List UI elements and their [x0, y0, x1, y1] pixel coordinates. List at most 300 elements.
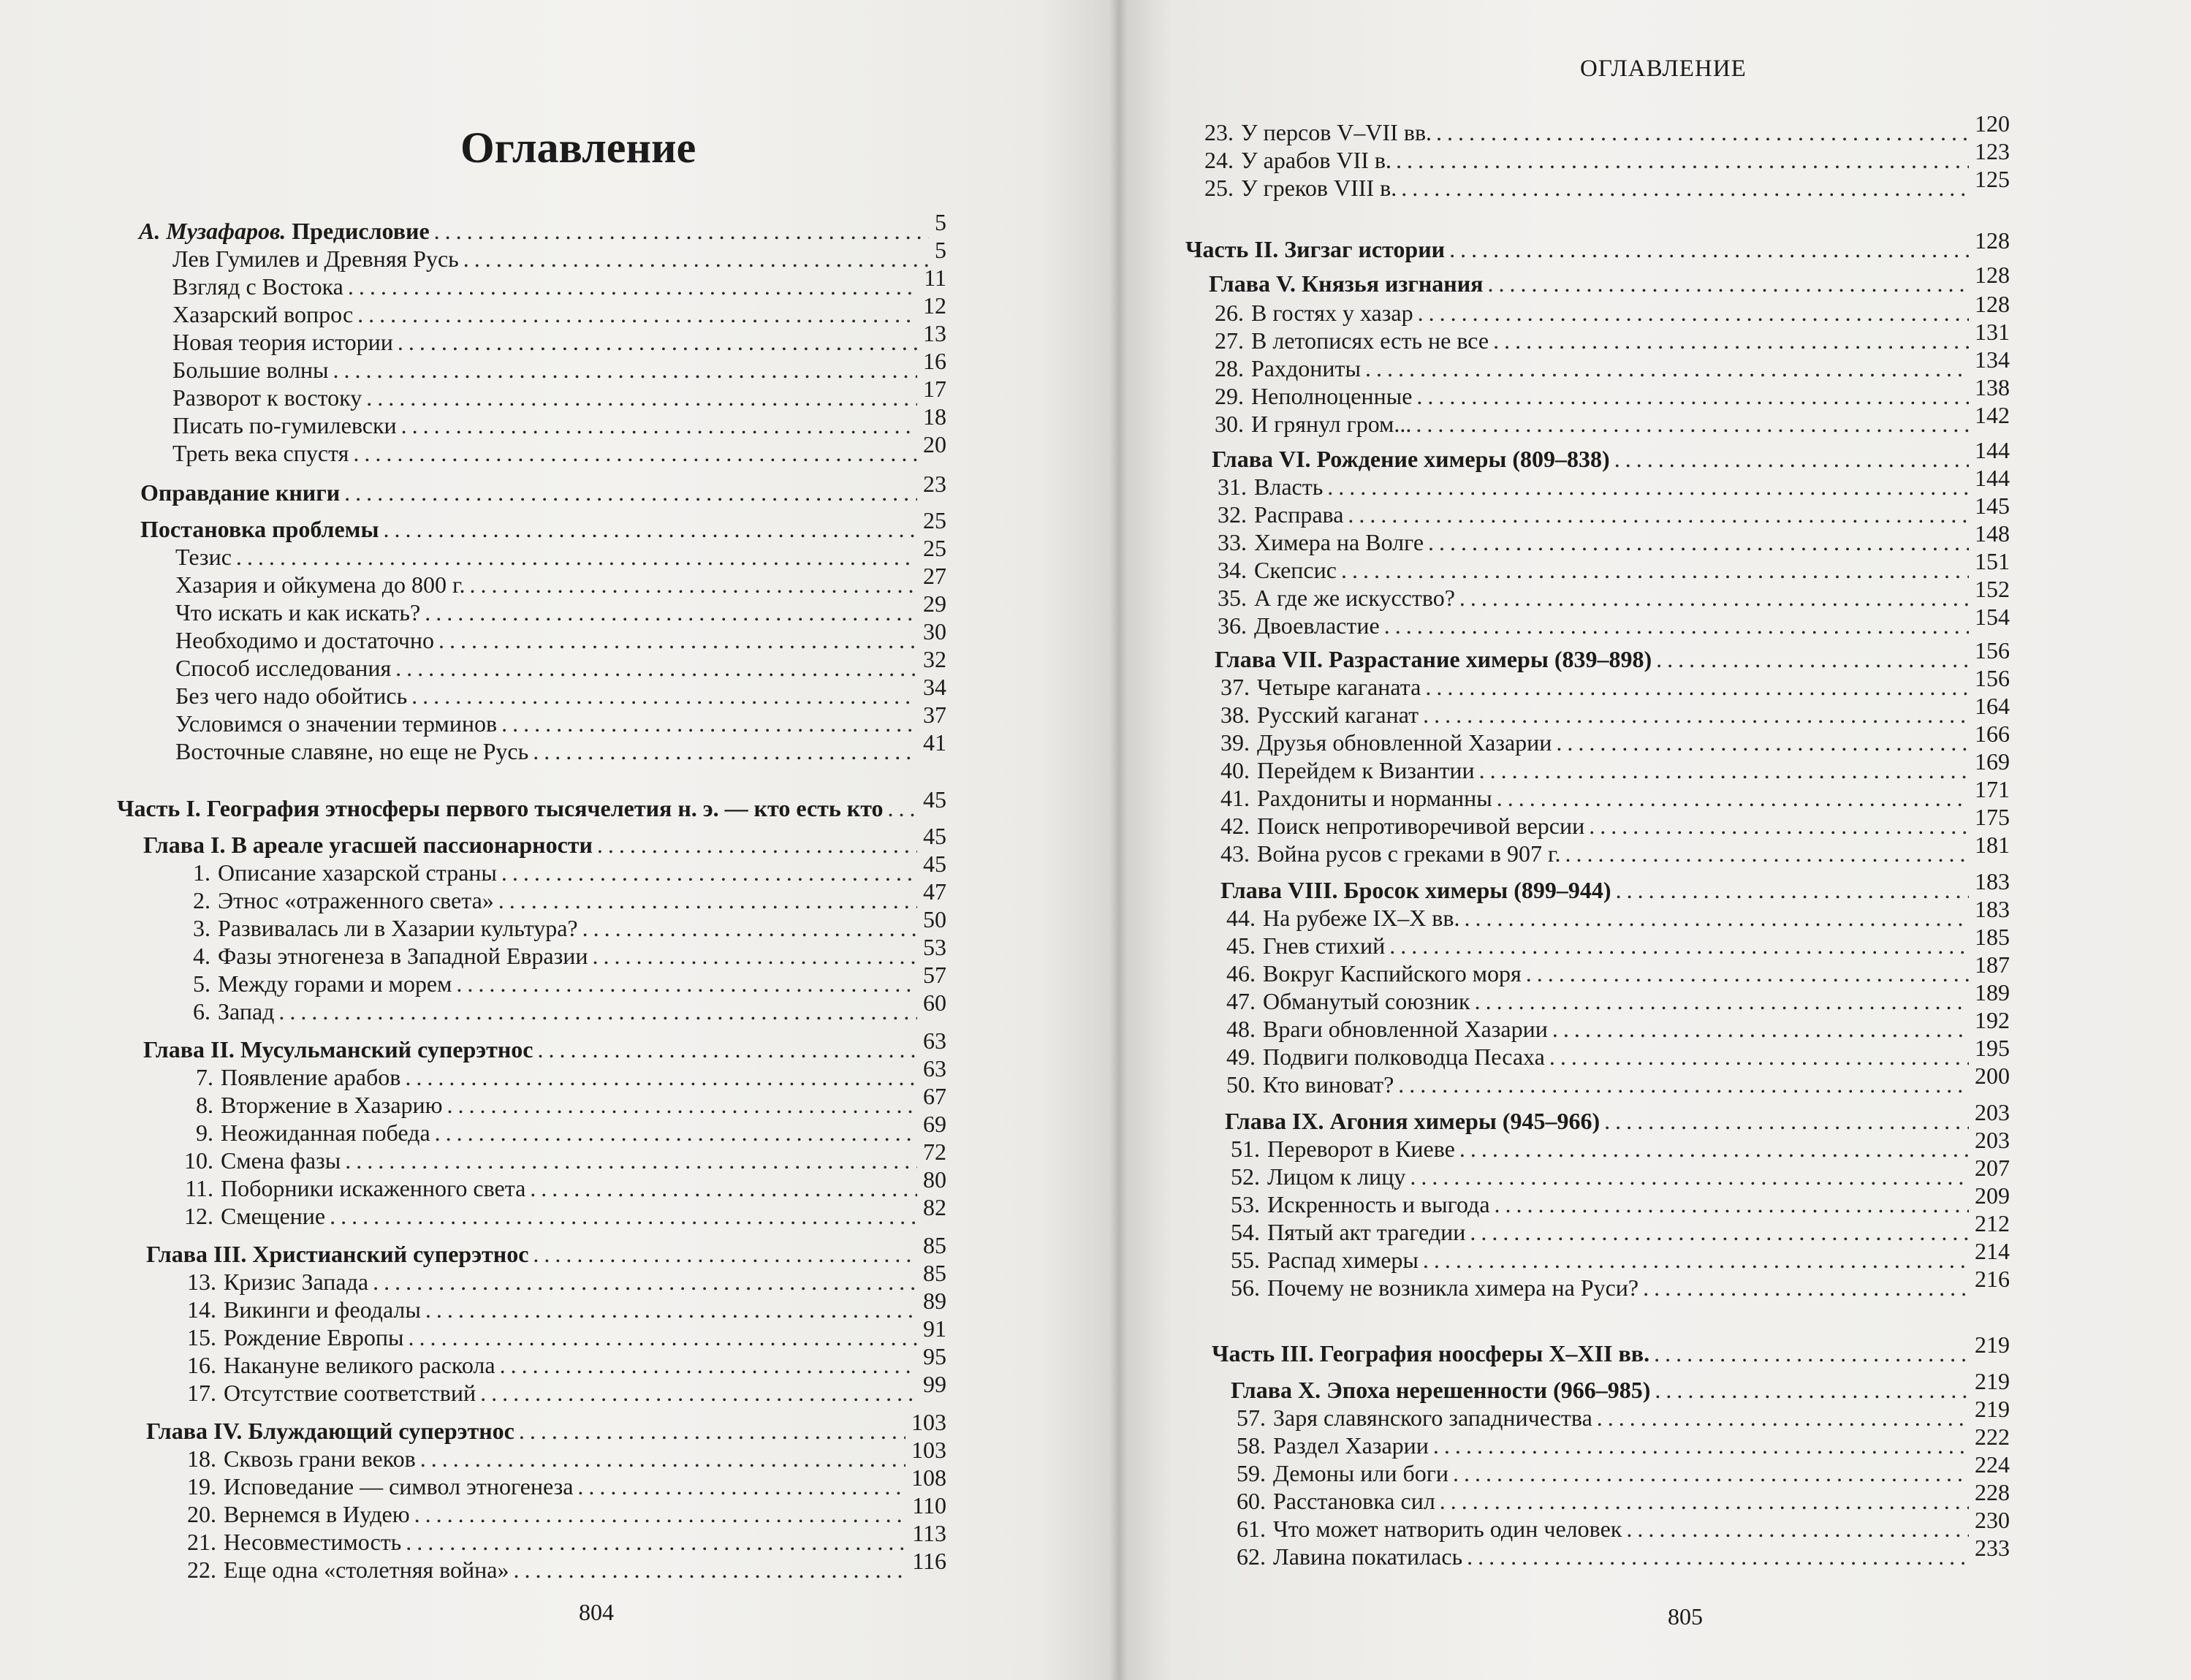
toc-title: Лицом к лицу — [1267, 1163, 1406, 1190]
dot-leader — [456, 972, 917, 995]
toc-page-number: 41 — [923, 729, 946, 756]
toc-entry — [1185, 402, 2010, 437]
toc-entry — [1185, 693, 2010, 728]
toc-entry-text — [175, 972, 452, 995]
toc-entry-text — [175, 601, 420, 624]
toc-entry — [1185, 319, 2010, 354]
toc-page-number: 72 — [923, 1139, 946, 1165]
toc-entry-text — [1231, 1406, 1592, 1429]
toc-page-number: 166 — [1975, 721, 2010, 747]
toc-title: Развивалась ли в Хазарии культура? — [218, 915, 578, 941]
dot-leader — [411, 684, 917, 707]
toc-title: Фазы этногенеза в Западной Евразии — [218, 943, 588, 969]
toc-entry-text — [1220, 989, 1470, 1013]
dot-leader — [353, 441, 917, 465]
toc-entry-number: 5. — [193, 970, 210, 997]
toc-page-number: 50 — [923, 906, 946, 932]
toc-entry-text — [181, 1270, 368, 1293]
toc-page-number: 120 — [1975, 110, 2010, 137]
dot-leader — [1470, 1220, 1969, 1244]
toc-title: Поиск непротиворечивой версии — [1257, 813, 1585, 839]
toc-page-number: 131 — [1975, 319, 2010, 345]
toc-entry-text — [1215, 731, 1552, 754]
toc-entry — [117, 237, 946, 272]
toc-title: Неожиданная победа — [221, 1120, 430, 1146]
toc-entry-text — [146, 1242, 528, 1266]
toc-entry-text — [1212, 1342, 1649, 1365]
toc-entry — [117, 535, 946, 570]
toc-entry-text — [172, 330, 393, 354]
toc-page-number: 23 — [923, 471, 946, 497]
toc-entry — [117, 1083, 946, 1118]
toc-entry-text — [181, 1502, 410, 1526]
toc-page-number: 67 — [923, 1083, 946, 1109]
dot-leader — [519, 1419, 905, 1443]
toc-page-number: 20 — [923, 431, 946, 457]
toc-page-number: 128 — [1975, 227, 2010, 254]
dot-leader — [530, 1177, 917, 1200]
toc-entry-number: 32. — [1218, 501, 1247, 528]
toc-title: Раздел Хазарии — [1273, 1432, 1429, 1459]
dot-leader — [425, 1298, 917, 1321]
toc-entry — [1185, 576, 2010, 611]
toc-title: Неполноценные — [1251, 383, 1413, 409]
toc-title: Предисловие — [292, 218, 430, 244]
toc-entry-number: 3. — [193, 915, 210, 941]
toc-entry-text — [1231, 1378, 1650, 1402]
toc-entry-number: 31. — [1218, 474, 1247, 500]
toc-entry — [1185, 1507, 2010, 1542]
toc-page-number: 175 — [1975, 804, 2010, 830]
toc-entry-text — [172, 247, 459, 270]
toc-page-number: 11 — [924, 265, 946, 291]
toc-page-number: 142 — [1975, 402, 2010, 428]
toc-entry — [117, 1166, 946, 1201]
toc-entry-number: 54. — [1231, 1219, 1260, 1245]
toc-page-number: 17 — [923, 376, 946, 402]
toc-title: Перейдем к Византии — [1257, 757, 1475, 783]
toc-entry-text — [1215, 786, 1492, 810]
toc-title: Вернемся в Иудею — [224, 1501, 410, 1527]
toc-page-number: 60 — [923, 989, 946, 1016]
toc-entry-text — [1199, 121, 1432, 144]
toc-entry-text — [1209, 384, 1412, 408]
toc-entry-number: 21. — [187, 1529, 216, 1555]
book-gutter — [1109, 0, 1127, 1680]
toc-title: Восточные славяне, но еще не Русь — [175, 738, 529, 764]
toc-page-number: 57 — [923, 962, 946, 988]
toc-title: Четыре каганата — [1257, 674, 1421, 700]
toc-page-number: 152 — [1975, 576, 2010, 602]
toc-title: Рождение Европы — [224, 1324, 404, 1350]
toc-page-number: 16 — [923, 348, 946, 374]
toc-page-number: 82 — [923, 1194, 946, 1220]
dot-leader — [405, 1065, 917, 1089]
toc-page-number: 134 — [1975, 346, 2010, 373]
toc-title: Кризис Запада — [224, 1269, 369, 1295]
toc-entry-number: 57. — [1237, 1405, 1266, 1431]
toc-page-number: 63 — [923, 1027, 946, 1054]
toc-entry-text — [1225, 1220, 1465, 1244]
toc-entry-number: 44. — [1226, 905, 1256, 931]
toc-entry — [117, 878, 946, 913]
toc-title: Поборники искаженного света — [221, 1175, 526, 1201]
page-title: Оглавление — [460, 123, 696, 172]
toc-entry-number: 42. — [1220, 813, 1250, 839]
dot-leader — [1401, 176, 1969, 199]
toc-page-number: 13 — [923, 320, 946, 346]
toc-entry-text — [181, 1475, 573, 1498]
toc-page-number: 37 — [923, 702, 946, 728]
toc-entry-text — [1220, 906, 1460, 930]
toc-title: Почему не возникла химера на Руси? — [1267, 1274, 1639, 1301]
toc-entry — [1185, 1155, 2010, 1190]
toc-section-heading — [1185, 1368, 2010, 1403]
toc-entry-text — [1231, 1434, 1429, 1457]
toc-entry-text — [178, 1121, 430, 1144]
toc-title: Что искать и как искать? — [175, 599, 421, 626]
toc-entry-number: 19. — [187, 1473, 216, 1500]
toc-entry-text — [181, 1558, 509, 1581]
dot-leader — [1475, 989, 1969, 1013]
toc-title: Глава IV. Блуждающий суперэтнос — [146, 1418, 514, 1444]
toc-page-number: 128 — [1975, 262, 2010, 288]
toc-page-number: 80 — [923, 1166, 946, 1193]
toc-entry — [117, 934, 946, 969]
dot-leader — [501, 861, 917, 884]
toc-title: Способ исследования — [175, 655, 392, 681]
toc-entry-number: 12. — [184, 1203, 213, 1229]
toc-page-number: 18 — [923, 403, 946, 430]
toc-title: Глава IX. Агония химеры (945–966) — [1225, 1108, 1600, 1134]
dot-leader — [1418, 301, 1969, 324]
toc-entry — [117, 1520, 946, 1555]
toc-page-number: 144 — [1975, 437, 2010, 463]
dot-leader — [357, 303, 917, 326]
toc-entry-number: 60. — [1237, 1488, 1266, 1514]
toc-entry-text — [1220, 962, 1522, 985]
dot-leader — [1416, 412, 1969, 436]
toc-entry — [117, 906, 946, 941]
toc-entry-text — [1220, 1073, 1394, 1096]
dot-leader — [1327, 475, 1969, 498]
dot-leader — [420, 1447, 905, 1470]
dot-leader — [348, 275, 918, 298]
toc-title: В гостях у хазар — [1251, 300, 1413, 326]
dot-leader — [1616, 878, 1969, 902]
toc-title: Еще одна «столетняя война» — [224, 1557, 509, 1583]
toc-entry — [117, 1288, 946, 1323]
toc-title: Переворот в Киеве — [1267, 1136, 1455, 1162]
dot-leader — [345, 1149, 917, 1172]
toc-entry — [117, 1437, 946, 1472]
toc-entry-number: 11. — [185, 1175, 213, 1201]
toc-entry — [117, 376, 946, 411]
toc-entry — [1185, 896, 2010, 931]
toc-entry-text — [1199, 148, 1391, 172]
dot-leader — [1654, 1342, 1969, 1365]
toc-title: Русский каганат — [1257, 702, 1419, 728]
toc-page-number: 230 — [1975, 1507, 2010, 1533]
toc-title: Глава III. Христианский суперэтнос — [146, 1241, 529, 1267]
dot-leader — [366, 386, 917, 409]
toc-entry — [117, 989, 946, 1025]
toc-entry-text — [175, 944, 588, 968]
toc-page-number: 69 — [923, 1111, 946, 1137]
toc-title: Между горами и морем — [218, 970, 452, 997]
dot-leader — [500, 1353, 917, 1377]
dot-leader — [463, 247, 929, 270]
toc-title: Расстановка сил — [1273, 1488, 1435, 1514]
toc-title: Друзья обновленной Хазарии — [1257, 729, 1552, 756]
toc-page-number: 216 — [1975, 1266, 2010, 1292]
toc-section-heading — [1185, 1099, 2010, 1134]
toc-page-number: 212 — [1975, 1210, 2010, 1236]
toc-title: Хазария и ойкумена до 800 г. — [175, 571, 466, 598]
dot-leader — [577, 1475, 905, 1498]
toc-title: Без чего надо обойтись — [175, 683, 408, 709]
toc-entry-number: 48. — [1226, 1016, 1256, 1042]
toc-entry — [117, 348, 946, 383]
toc-title: Искренность и выгода — [1267, 1191, 1490, 1217]
toc-title: Химера на Волге — [1254, 529, 1424, 555]
toc-entry — [1185, 951, 2010, 987]
dot-leader — [1365, 357, 1969, 380]
toc-entry-number: 58. — [1237, 1432, 1266, 1459]
toc-entry-text — [175, 1000, 274, 1023]
toc-page-number: 99 — [923, 1371, 946, 1397]
toc-entry-text — [172, 358, 329, 381]
toc-entry-text — [1225, 1165, 1405, 1188]
toc-page-number: 47 — [923, 878, 946, 905]
toc-page-number: 219 — [1975, 1331, 2010, 1358]
toc-entry-number: 55. — [1231, 1247, 1260, 1273]
toc-page-number: 219 — [1975, 1396, 2010, 1422]
toc-entry-number: 26. — [1215, 300, 1244, 326]
toc-title: Расправа — [1254, 501, 1344, 528]
toc-entry-text — [146, 1419, 514, 1443]
dot-leader — [1341, 558, 1969, 582]
dot-leader — [438, 628, 917, 652]
toc-entry — [1185, 665, 2010, 700]
toc-page-number: 233 — [1975, 1535, 2010, 1561]
toc-section-heading — [117, 209, 946, 244]
toc-entry — [1185, 1007, 2010, 1042]
toc-page-number: 123 — [1975, 138, 2010, 164]
dot-leader — [401, 414, 917, 437]
toc-entry-text — [172, 386, 362, 409]
toc-entry-number: 22. — [187, 1557, 216, 1583]
toc-entry-text — [175, 545, 232, 569]
toc-entry-number: 61. — [1237, 1516, 1266, 1542]
toc-title: Глава V. Князья изгнания — [1209, 270, 1484, 297]
toc-page-number: 187 — [1975, 951, 2010, 978]
toc-page-number: 89 — [923, 1288, 946, 1314]
toc-entry — [1185, 1479, 2010, 1514]
toc-entry — [117, 962, 946, 997]
toc-title: А где же искусство? — [1254, 585, 1455, 611]
toc-entry — [1185, 520, 2010, 555]
toc-entry — [1185, 1127, 2010, 1162]
dot-leader — [406, 1530, 906, 1554]
toc-title: Распад химеры — [1267, 1247, 1419, 1273]
toc-title: Часть III. География ноосферы X–XII вв. — [1212, 1340, 1650, 1367]
toc-entry — [117, 646, 946, 681]
toc-page-number: 103 — [911, 1409, 946, 1435]
toc-page-number: 103 — [911, 1437, 946, 1463]
toc-entry-number: 59. — [1237, 1460, 1266, 1486]
toc-entry-text — [1225, 1193, 1490, 1216]
toc-entry-number: 37. — [1220, 674, 1250, 700]
toc-title: Отсутствие соответствий — [224, 1380, 476, 1406]
dot-leader — [1398, 1073, 1969, 1096]
toc-title: Взгляд с Востока — [172, 273, 343, 300]
dot-leader — [1597, 1406, 1969, 1429]
toc-title: Несовместимость — [224, 1529, 402, 1555]
toc-entry-text — [1215, 675, 1421, 699]
toc-entry-text — [1225, 1276, 1638, 1299]
toc-entry — [1185, 1451, 2010, 1486]
toc-page-number: 145 — [1975, 493, 2010, 519]
toc-entry-number: 10. — [184, 1147, 213, 1174]
toc-entry-number: 50. — [1226, 1071, 1256, 1098]
toc-entry-text — [1212, 586, 1455, 609]
toc-title: Новая теория истории — [172, 329, 393, 355]
toc-title: Разворот к востоку — [172, 384, 362, 411]
toc-entry-number: 18. — [187, 1445, 216, 1472]
toc-entry-text — [1212, 503, 1343, 526]
toc-title: У греков VIII в. — [1241, 175, 1397, 201]
toc-entry-text — [143, 833, 593, 856]
toc-entry — [1185, 548, 2010, 583]
dot-leader — [592, 944, 917, 968]
toc-entry-number: 56. — [1231, 1274, 1260, 1301]
toc-entry-number: 4. — [193, 943, 210, 969]
toc-page-number: 45 — [923, 786, 946, 813]
toc-entry-text — [1225, 1248, 1419, 1272]
toc-entry-text — [181, 1447, 416, 1470]
toc-entry-text — [1231, 1545, 1462, 1568]
toc-title: Глава VIII. Бросок химеры (899–944) — [1220, 877, 1611, 903]
toc-entry — [117, 1055, 946, 1090]
toc-page-number: 85 — [923, 1232, 946, 1258]
toc-entry-text — [178, 1204, 325, 1228]
toc-section-heading — [117, 507, 946, 542]
toc-title: Тезис — [175, 544, 232, 570]
toc-entry-number: 43. — [1220, 840, 1250, 867]
toc-section-heading — [117, 1027, 946, 1063]
toc-title: Вторжение в Хазарию — [221, 1092, 443, 1118]
page-number: 804 — [579, 1599, 614, 1625]
dot-leader — [1526, 962, 1969, 985]
toc-entry-text — [1209, 357, 1361, 380]
toc-entry — [117, 403, 946, 438]
toc-entry-number: 33. — [1218, 529, 1247, 555]
toc-entry-text — [1209, 329, 1489, 352]
dot-leader — [344, 481, 917, 504]
dot-leader — [1459, 1137, 1969, 1160]
toc-page-number: 12 — [923, 292, 946, 319]
dot-leader — [1453, 1462, 1969, 1485]
toc-title: Двоевластие — [1254, 612, 1380, 639]
toc-entry-text — [175, 628, 434, 652]
toc-page-number: 91 — [923, 1315, 946, 1342]
toc-title: Накануне великого раскола — [224, 1352, 495, 1378]
toc-entry-text — [172, 275, 343, 298]
toc-title: Большие волны — [172, 357, 329, 383]
toc-entry-text — [143, 1038, 533, 1061]
toc-entry-text — [1215, 647, 1652, 671]
toc-title: И грянул гром... — [1251, 411, 1412, 437]
toc-page-number: 222 — [1975, 1424, 2010, 1450]
toc-entry-number: 41. — [1220, 785, 1250, 811]
dot-leader — [1423, 703, 1969, 726]
dot-leader — [1467, 1545, 1969, 1568]
toc-page-number: 154 — [1975, 604, 2010, 630]
toc-title: Обманутый союзник — [1263, 988, 1470, 1014]
toc-entry-number: 49. — [1226, 1044, 1256, 1070]
toc-page-number: 200 — [1975, 1063, 2010, 1089]
toc-entry-text — [172, 414, 397, 437]
dot-leader — [1440, 1489, 1969, 1513]
toc-entry-number: 25. — [1204, 175, 1234, 201]
toc-section-heading — [1185, 1331, 2010, 1367]
page-number: 805 — [1668, 1603, 1703, 1630]
toc-entry-number: 36. — [1218, 612, 1247, 639]
toc-entry-text — [1185, 237, 1445, 261]
dot-leader — [435, 1121, 917, 1144]
toc-title: Кто виноват? — [1263, 1071, 1394, 1098]
toc-page-number: 144 — [1975, 465, 2010, 491]
dot-leader — [1389, 934, 1969, 957]
dot-leader — [1589, 814, 1969, 837]
toc-entry-text — [1215, 814, 1584, 837]
toc-entry-number: 2. — [193, 887, 210, 913]
toc-entry — [117, 563, 946, 598]
toc-entry — [117, 674, 946, 709]
toc-entry-text — [172, 303, 353, 326]
toc-page-number: 214 — [1975, 1238, 2010, 1264]
dot-leader — [1465, 906, 1969, 930]
toc-title: Пятый акт трагедии — [1267, 1219, 1466, 1245]
toc-entry — [1185, 1535, 2010, 1570]
toc-page-number: 192 — [1975, 1007, 2010, 1033]
toc-entry — [1185, 604, 2010, 639]
dot-leader — [1348, 503, 1969, 526]
toc-page-number: 125 — [1975, 166, 2010, 192]
toc-title: Сквозь грани веков — [224, 1445, 416, 1472]
toc-section-heading — [1185, 437, 2010, 472]
toc-entry-text — [1212, 614, 1380, 637]
dot-leader — [236, 545, 917, 569]
toc-entry-number: 24. — [1204, 147, 1234, 173]
toc-entry — [117, 729, 946, 764]
toc-page-number: 95 — [923, 1343, 946, 1369]
toc-title: Вокруг Каспийского моря — [1263, 960, 1522, 987]
toc-entry-number: 13. — [187, 1269, 216, 1295]
toc-title: Необходимо и достаточно — [175, 627, 434, 653]
dot-leader — [1552, 1017, 1969, 1041]
toc-page-number: 45 — [923, 851, 946, 877]
toc-section-heading — [117, 1409, 946, 1444]
toc-entry — [1185, 374, 2010, 409]
dot-leader — [1449, 237, 1969, 261]
toc-page-number: 25 — [923, 507, 946, 533]
dot-leader — [537, 1038, 917, 1061]
dot-leader — [1416, 384, 1969, 408]
toc-title: Часть II. Зигзаг истории — [1185, 236, 1446, 262]
toc-entry-text — [139, 219, 430, 243]
